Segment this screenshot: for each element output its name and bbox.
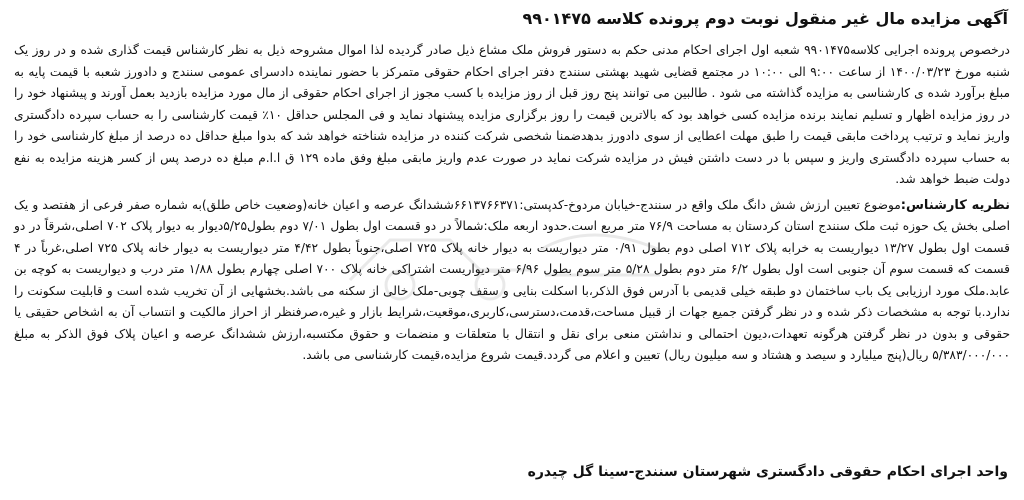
intro-paragraph: درخصوص پرونده اجرایی کلاسه۹۹۰۱۴۷۵ شعبه اول اجرای احکام مدنی حکم به دستور فروش ملک مشاع ذیل صادر گردیده لذا اموال مشروحه ذیل به نظر کارشناس قیمت گذاری شده و در روز یک شنبه مورخ ۱۴۰۰/۰۳/۲۳ از ساعت ۹:۰۰ الی ۱۰:۰۰ در مجتمع قضایی شهید بهشتی سنندج دفتر اجرای احکام حقوقی متمرکز با حضور نماینده دادسرای عمومی سنندج و دادورز شعبه با قیمت پایه به مبلغ برآورد شده ی کارشناسی به مزایده گذاشته می شود . طالبین می توانند پنج روز قبل از روز مزایده با کسب مجوز از اجرای احکام حقوقی از مال مورد مزایده بازدید بعمل آورند و پیشنهاد خود را در روز مزایده اظهار و تسلیم نمایند برنده مزایده کسی خواهد بود که بالاترین قیمت را روز برگزاری مزایده پیشنهاد نماید و فی المجلس حداقل ۱۰٪ قیمت کارشناسی را به حساب سپرده دادگستری واریز نماید و ترتیب پرداخت مابقی قیمت را طبق مهلت اعطایی از سوی دادورز بدهدضمنا شخصی شرکت کننده در مزایده شناخته خواهد شد که بدوا مبلغ حداقل ده درصد از مبلغ کارشناسی خود را به حساب سپرده دادگستری واریز و سپس با در دست داشتن فیش در مزایده شرکت نماید در صورت عدم واریز مابقی مبلغ وفق ماده ۱۲۹ ق ا.ا.م مبلغ ده درصد پس از کسر هزینه مزایده به نفع دولت ضبط خواهد شد. xyxy=(14,43,1011,186)
expert-text: موضوع تعیین ارزش شش دانگ ملک واقع در سنندج-خیابان مردوخ-کدپستی:۶۶۱۳۷۶۶۳۷۱ششدانگ عرصه و اعیان خانه(وضعیت خاص طلق)به شماره صفر فرعی از هفتصد و یک اصلی بخش یک حوزه ثبت ملک سنندج استان کردستان به مساحت ۷۶/۹ متر مربع است.حدود اربعه ملک:شمالاً در دو قسمت اول بطول ۷/۰۱ دوم بطول۵/۲۵دیوار به دیوار پلاک ۷۰۲ اصلی،شرقاً در دو قسمت اول بطول ۱۳/۲۷ دیواریست به خرابه پلاک ۷۱۲ اصلی دوم بطول ۰/۹۱ متر دیواریست به دیوار خانه پلاک ۷۲۵ اصلی،جنوباً بطول ۴/۴۲ متر دیواریست به دیوار خانه پلاک ۷۲۵ اصلی،غرباً در ۴ قسمت که قسمت سوم آن جنوبی است اول بطول ۶/۲ متر دوم بطول ۵/۲۸ متر سوم بطول ۶/۹۶ متر دیواریست اشتراکی خانه پلاک ۷۰۰ اصلی چهارم بطول ۱/۸۸ متر درب و دیواریست به کوچه بن عابد.ملک مورد ارزیابی یک باب ساختمان دو طبقه خیلی قدیمی با آدرس فوق الذکر،با اسکلت بنایی و سقف چوبی-ملک خالی از سکنه می باشد.بخشهایی از آن تخریب شده است و قابلیت سکونت را ندارد.با توجه به مشخصات ذکر شده و در نظر گرفتن جمیع جهات از قبیل مساحت،قدمت،دسترسی،کاربری،موقعیت،شرایط بازار و غیره،صرفنظر از احراز مالکیت و انتساب آن به اشخاص حقیقی یا حقوقی و بدون در نظر گرفتن هرگونه تعهدات،دیون احتمالی و نداشتن منعی برای نقل و انتقال با متعلقات و منضمات و حقوق مکتسبه،ارزش ششدانگ عرصه و اعیان پلاک فوق الذکر به مبلغ ۵/۳۸۳/۰۰۰/۰۰۰ ریال(پنج میلیارد و سیصد و هشتاد و سه میلیون ریال) تعیین و اعلام می گردد.قیمت شروع مزایده،قیمت کارشناسی می باشد. xyxy=(14,197,1011,362)
expert-label: نظریه کارشناس: xyxy=(900,197,1010,213)
footer-signature: واحد اجرای احکام حقوقی دادگستری شهرستان سنندج-سینا گل چیدره xyxy=(527,464,1008,480)
notice-title: آگهی مزایده مال غیر منقول نوبت دوم پرونده کلاسه ۹۹۰۱۴۷۵ xyxy=(522,9,1008,28)
expert-paragraph xyxy=(14,195,1010,367)
